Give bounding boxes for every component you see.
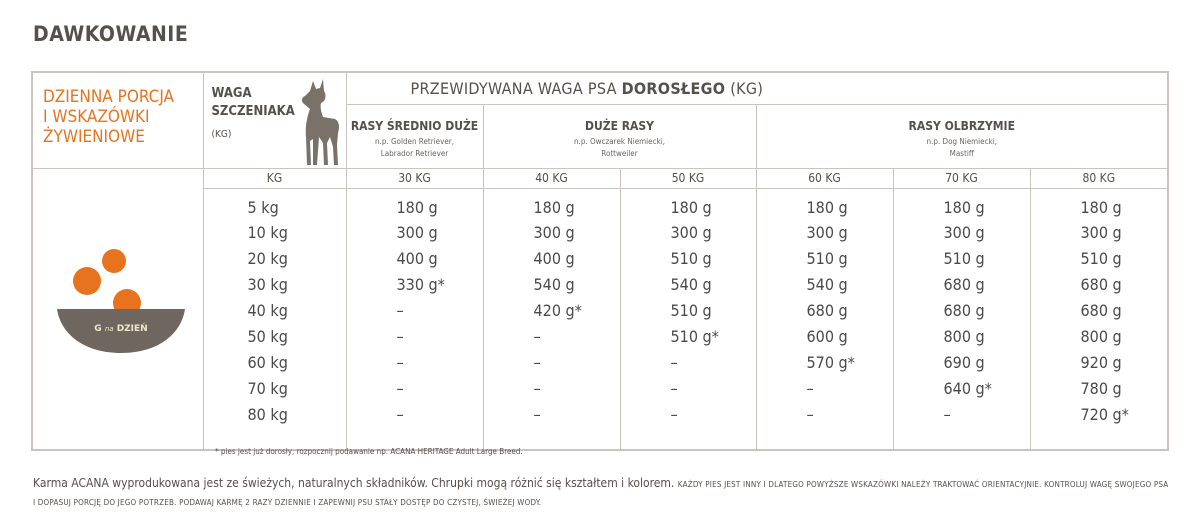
table-cell: 640 g* <box>943 378 992 398</box>
table-cell: 780 g <box>1080 378 1122 398</box>
footnote: * pies jest już dorosły, rozpocznij podawanie np. ACANA HERITAGE Adult Large Breed. <box>215 447 523 456</box>
table-cell: 800 g <box>943 326 985 346</box>
table-cell: 800 g <box>1080 326 1122 346</box>
table-cell: 60 kg <box>247 352 288 372</box>
table-cell: 680 g <box>1080 301 1122 321</box>
table-cell: 300 g <box>943 223 985 243</box>
table-cell: 540 g <box>806 275 848 295</box>
table-cell: 40 kg <box>247 301 288 321</box>
column-80kg <box>1030 188 1168 450</box>
group-giant-breeds: RASY OLBRZYMIE n.p. Dog Niemiecki, Mastiff <box>756 104 1168 168</box>
table-cell: 20 kg <box>247 249 288 269</box>
bowl-label: G na DZIEŃ <box>94 323 148 334</box>
table-cell: 10 kg <box>247 223 288 243</box>
table-cell: – <box>396 326 404 346</box>
dosing-table <box>31 71 1169 451</box>
intro-title: DZIENNA PORCJA I WSKAZÓWKI ŻYWIENIOWE <box>43 87 175 147</box>
table-cell: 180 g <box>1080 197 1122 217</box>
table-cell: – <box>533 404 541 424</box>
table-cell: 30 kg <box>247 275 288 295</box>
table-cell: – <box>670 378 678 398</box>
table-cell: 300 g <box>533 223 575 243</box>
table-cell: 180 g <box>533 197 575 217</box>
table-cell: 600 g <box>806 326 848 346</box>
table-cell: 300 g <box>1080 223 1122 243</box>
table-cell: – <box>396 352 404 372</box>
table-cell: 680 g <box>943 275 985 295</box>
puppy-weight-unit: (KG) <box>211 129 232 140</box>
table-cell: – <box>806 378 814 398</box>
table-cell: 300 g <box>670 223 712 243</box>
col-head-60kg: 60 KG <box>756 168 893 188</box>
col-head-40kg: 40 KG <box>483 168 620 188</box>
table-cell: 510 g <box>670 249 712 269</box>
table-cell: 510 g* <box>670 326 719 346</box>
col-head-kg: KG <box>203 168 346 188</box>
table-cell: 510 g <box>943 249 985 269</box>
table-cell: – <box>396 404 404 424</box>
table-cell: 180 g <box>670 197 712 217</box>
col-head-50kg: 50 KG <box>620 168 756 188</box>
table-cell: 690 g <box>943 352 985 372</box>
table-cell: 510 g <box>670 301 712 321</box>
table-cell: 180 g <box>806 197 848 217</box>
col-head-70kg: 70 KG <box>893 168 1030 188</box>
table-cell: 420 g* <box>533 301 582 321</box>
table-cell: 70 kg <box>247 378 288 398</box>
table-cell: – <box>533 378 541 398</box>
bowl-cell <box>32 168 203 450</box>
table-cell: 920 g <box>1080 352 1122 372</box>
feeding-notes <box>33 475 1173 511</box>
table-cell: – <box>943 404 951 424</box>
adult-weight-header: PRZEWIDYWANA WAGA PSA DOROSŁEGO (KG) <box>346 72 1168 104</box>
table-cell: 680 g <box>1080 275 1122 295</box>
column-50kg <box>620 188 756 450</box>
table-cell: 50 kg <box>247 326 288 346</box>
column-30kg <box>346 188 483 450</box>
table-cell: 300 g <box>396 223 438 243</box>
puppy-weight-label: WAGA SZCZENIAKA <box>211 86 295 119</box>
col-head-30kg: 30 KG <box>346 168 483 188</box>
column-70kg <box>893 188 1030 450</box>
table-cell: 510 g <box>1080 249 1122 269</box>
table-cell: – <box>533 326 541 346</box>
table-cell: 400 g <box>396 249 438 269</box>
group-large-breeds: DUŻE RASY n.p. Owczarek Niemiecki, Rottweiler <box>483 104 756 168</box>
table-cell: 720 g* <box>1080 404 1129 424</box>
column-60kg <box>756 188 893 450</box>
intro-cell <box>32 72 203 168</box>
table-cell: 510 g <box>806 249 848 269</box>
table-cell: 680 g <box>943 301 985 321</box>
table-cell: – <box>396 301 404 321</box>
food-bowl-icon <box>54 249 188 359</box>
table-cell: 680 g <box>806 301 848 321</box>
puppy-weight-header <box>203 72 346 168</box>
table-cell: – <box>396 378 404 398</box>
feeding-note-small: KAŻDY PIES JEST INNY I DLATEGO POWYŻSZE WSKAZÓWKI NALEŻY TRAKTOWAĆ ORIENTACYJNIE. KONTROLUJ WAGĘ SWOJEGO PSA I DOPASUJ PORCJĘ DO JEGO POTRZEB. PODAWAJ KARMĘ 2 RAZY DZIENNIE I ZAPEWNIJ PSU STAŁY DOSTĘP DO CZYSTEJ, ŚWIEŻEJ WODY. <box>33 480 1169 507</box>
table-cell: 300 g <box>806 223 848 243</box>
table-cell: 180 g <box>396 197 438 217</box>
table-cell: 80 kg <box>247 404 288 424</box>
table-cell: – <box>533 352 541 372</box>
page-title: DAWKOWANIE <box>33 22 189 46</box>
table-cell: 400 g <box>533 249 575 269</box>
puppy-weight-column <box>203 188 346 450</box>
table-cell: – <box>806 404 814 424</box>
table-cell: 5 kg <box>247 197 279 217</box>
great-dane-icon <box>293 77 343 167</box>
col-head-80kg: 80 KG <box>1030 168 1168 188</box>
table-cell: 540 g <box>670 275 712 295</box>
table-cell: 570 g* <box>806 352 855 372</box>
column-40kg <box>483 188 620 450</box>
table-cell: 540 g <box>533 275 575 295</box>
table-cell: 180 g <box>943 197 985 217</box>
table-cell: – <box>670 352 678 372</box>
table-cell: – <box>670 404 678 424</box>
group-medium-breeds: RASY ŚREDNIO DUŻE n.p. Golden Retriever, Labrador Retriever <box>346 104 483 168</box>
feeding-note-main: Karma ACANA wyprodukowana jest ze świeżych, naturalnych składników. Chrupki mogą różnić się kształtem i kolorem. <box>33 476 675 490</box>
table-cell: 330 g* <box>396 275 445 295</box>
